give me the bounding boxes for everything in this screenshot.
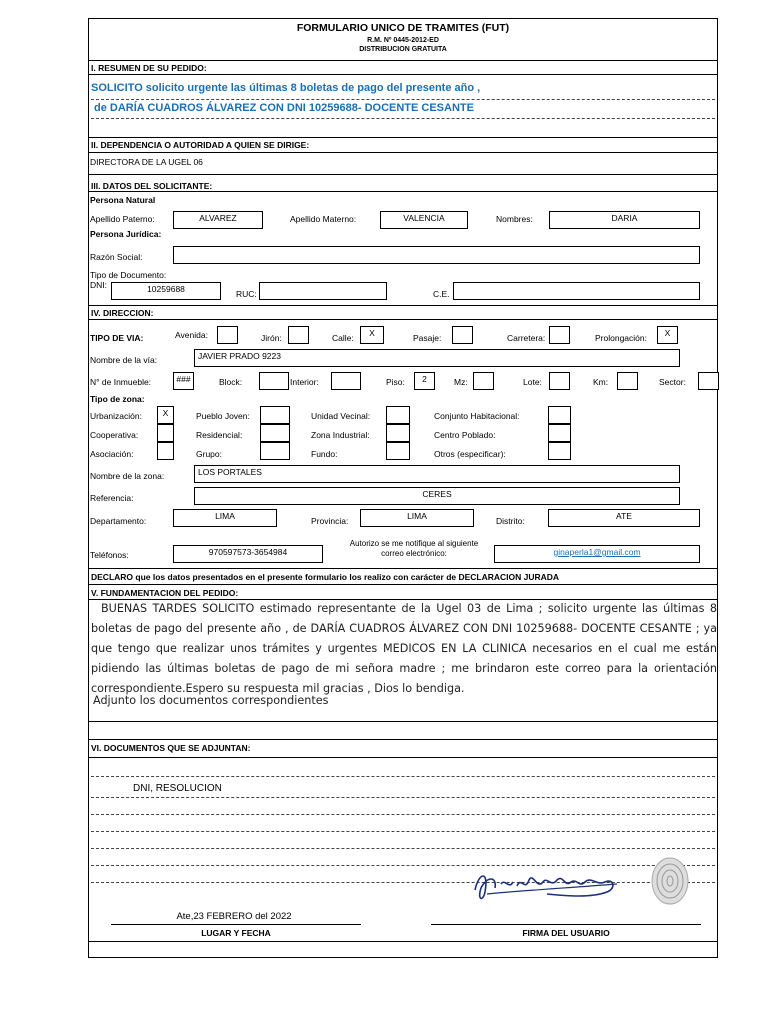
fut-form — [88, 18, 718, 958]
nombres-label: Nombres: — [496, 214, 533, 224]
telefonos-label: Teléfonos: — [90, 550, 129, 560]
summary-line-1: SOLICITO solicito urgente las últimas 8 boletas de pago del presente año , — [91, 82, 481, 94]
asociacion-checkbox[interactable] — [157, 442, 174, 460]
departamento-field[interactable]: LIMA — [173, 509, 277, 527]
form-title: FORMULARIO UNICO DE TRAMITES (FUT) — [296, 22, 510, 34]
pueblo-joven-checkbox[interactable] — [260, 406, 290, 424]
fundo-label: Fundo: — [311, 449, 338, 459]
mz-label: Mz: — [454, 377, 468, 387]
distrito-field[interactable]: ATE — [548, 509, 700, 527]
section-3-title: III. DATOS DEL SOLICITANTE: — [91, 181, 213, 191]
ce-label: C.E. — [433, 289, 450, 299]
persona-natural-label: Persona Natural — [90, 195, 156, 205]
unidad-vecinal-label: Unidad Vecinal: — [311, 411, 371, 421]
fundamentacion-text: BUENAS TARDES SOLICITO estimado representante de la Ugel 03 de Lima ; solicito urgente las últimas 8 boletas de pago del presente año , de DARÍA CUADROS ÁLVAREZ CON DNI 10259688- DOCENTE CESANTE ; ya que tengo que realizar unos trámites y urgentes MEDICOS EN LA CLINICA necesarios en el cual me están pidiendo las últimas boletas de pago de mi señora madre ; me brindaron este correo para la orientación correspondiente.Espero su respuesta mil gracias , Dios lo bendiga. — [91, 602, 717, 695]
telefonos-field[interactable]: 970597573-3654984 — [173, 545, 323, 563]
mz-field[interactable] — [473, 372, 494, 390]
dni-field[interactable]: 10259688 — [111, 282, 221, 300]
jiron-checkbox[interactable] — [288, 326, 309, 344]
otros-label: Otros (especificar): — [434, 449, 506, 459]
fundo-checkbox[interactable] — [386, 442, 410, 460]
grupo-checkbox[interactable] — [260, 442, 290, 460]
autorizo-line-1: Autorizo se me notifique al siguiente — [349, 539, 479, 548]
conjunto-habitacional-label: Conjunto Habitacional: — [434, 411, 520, 421]
signature-image — [467, 862, 627, 904]
calle-label: Calle: — [332, 333, 354, 343]
urbanizacion-label: Urbanización: — [90, 411, 142, 421]
form-distribution: DISTRIBUCION GRATUITA — [359, 46, 447, 53]
section-1-title: I. RESUMEN DE SU PEDIDO: — [91, 63, 207, 73]
sector-field[interactable] — [698, 372, 719, 390]
centro-poblado-label: Centro Poblado: — [434, 430, 496, 440]
ruc-label: RUC: — [236, 289, 257, 299]
avenida-label: Avenida: — [175, 330, 208, 340]
document-item: DNI, RESOLUCION — [133, 783, 222, 794]
km-label: Km: — [593, 377, 609, 387]
avenida-checkbox[interactable] — [217, 326, 238, 344]
provincia-field[interactable]: LIMA — [360, 509, 474, 527]
referencia-label: Referencia: — [90, 493, 134, 503]
interior-label: Interior: — [290, 377, 319, 387]
summary-line-2: de DARÍA CUADROS ÁLVAREZ CON DNI 10259688- DOCENTE CESANTE — [94, 102, 474, 114]
conjunto-habitacional-checkbox[interactable] — [548, 406, 571, 424]
lugar-fecha-value: Ate,23 FEBRERO del 2022 — [176, 911, 292, 922]
grupo-label: Grupo: — [196, 449, 222, 459]
lugar-fecha-label: LUGAR Y FECHA — [201, 928, 271, 938]
inmueble-field[interactable]: ### — [173, 372, 194, 390]
section-2-title: II. DEPENDENCIA O AUTORIDAD A QUIEN SE DIRIGE: — [91, 140, 310, 150]
residencial-checkbox[interactable] — [260, 424, 290, 442]
jiron-label: Jirón: — [261, 333, 282, 343]
declaracion-jurada: DECLARO que los datos presentados en el presente formulario los realizo con carácter de DECLARACION JURADA — [91, 572, 560, 582]
section-4-title: IV. DIRECCION: — [91, 308, 154, 318]
piso-field[interactable]: 2 — [414, 372, 435, 390]
provincia-label: Provincia: — [311, 516, 349, 526]
ce-field[interactable] — [453, 282, 700, 300]
apellido-materno-field[interactable]: VALENCIA — [380, 211, 468, 229]
prolongacion-label: Prolongación: — [595, 333, 647, 343]
pasaje-checkbox[interactable] — [452, 326, 473, 344]
lote-field[interactable] — [549, 372, 570, 390]
tipo-documento-label: Tipo de Documento: — [90, 270, 167, 280]
sector-label: Sector: — [659, 377, 686, 387]
autorizo-line-2: correo electrónico: — [381, 549, 447, 558]
persona-juridica-label: Persona Jurídica: — [90, 229, 162, 239]
carretera-checkbox[interactable] — [549, 326, 570, 344]
cooperativa-label: Cooperativa: — [90, 430, 139, 440]
distrito-label: Distrito: — [496, 516, 525, 526]
dni-label: DNI: — [90, 280, 107, 290]
nombre-zona-label: Nombre de la zona: — [90, 471, 165, 481]
block-label: Block: — [219, 377, 243, 387]
ruc-field[interactable] — [259, 282, 387, 300]
apellido-paterno-label: Apellido Paterno: — [90, 214, 155, 224]
otros-checkbox[interactable] — [548, 442, 571, 460]
pasaje-label: Pasaje: — [413, 333, 442, 343]
authority-value: DIRECTORA DE LA UGEL 06 — [90, 157, 203, 167]
adjunto-text: Adjunto los documentos correspondientes — [93, 694, 329, 707]
departamento-label: Departamento: — [90, 516, 147, 526]
residencial-label: Residencial: — [196, 430, 243, 440]
piso-label: Piso: — [386, 377, 405, 387]
fingerprint-image — [649, 855, 691, 907]
nombre-via-label: Nombre de la vía: — [90, 355, 158, 365]
nombre-via-field[interactable]: JAVIER PRADO 9223 — [194, 349, 680, 367]
km-field[interactable] — [617, 372, 638, 390]
firma-usuario-label: FIRMA DEL USUARIO — [522, 928, 610, 938]
form-rm: R.M. Nº 0445-2012-ED — [367, 37, 439, 44]
nombre-zona-field[interactable]: LOS PORTALES — [194, 465, 680, 483]
prolongacion-checkbox[interactable]: X — [657, 326, 678, 344]
interior-field[interactable] — [331, 372, 361, 390]
cooperativa-checkbox[interactable] — [157, 424, 174, 442]
inmueble-label: N° de Inmueble: — [90, 377, 152, 387]
razon-social-label: Razón Social: — [90, 252, 143, 262]
apellido-paterno-field[interactable]: ALVAREZ — [173, 211, 263, 229]
block-field[interactable] — [259, 372, 289, 390]
nombres-field[interactable]: DARIA — [549, 211, 700, 229]
razon-social-field[interactable] — [173, 246, 700, 264]
apellido-materno-label: Apellido Materno: — [290, 214, 357, 224]
zona-industrial-checkbox[interactable] — [386, 424, 410, 442]
calle-checkbox[interactable]: X — [360, 326, 384, 344]
email-field[interactable]: ginaperla1@gmail.com — [494, 545, 700, 563]
tipo-zona-label: Tipo de zona: — [90, 394, 145, 404]
pueblo-joven-label: Pueblo Joven: — [196, 411, 250, 421]
urbanizacion-checkbox[interactable]: X — [157, 406, 174, 424]
carretera-label: Carretera: — [507, 333, 546, 343]
referencia-field[interactable]: CERES — [194, 487, 680, 505]
centro-poblado-checkbox[interactable] — [548, 424, 571, 442]
tipo-via-label: TIPO DE VIA: — [90, 333, 144, 343]
asociacion-label: Asociación: — [90, 449, 134, 459]
section-6-title: VI. DOCUMENTOS QUE SE ADJUNTAN: — [91, 743, 251, 753]
lote-label: Lote: — [523, 377, 542, 387]
unidad-vecinal-checkbox[interactable] — [386, 406, 410, 424]
zona-industrial-label: Zona Industrial: — [311, 430, 370, 440]
section-5-title: V. FUNDAMENTACION DEL PEDIDO: — [91, 588, 239, 598]
